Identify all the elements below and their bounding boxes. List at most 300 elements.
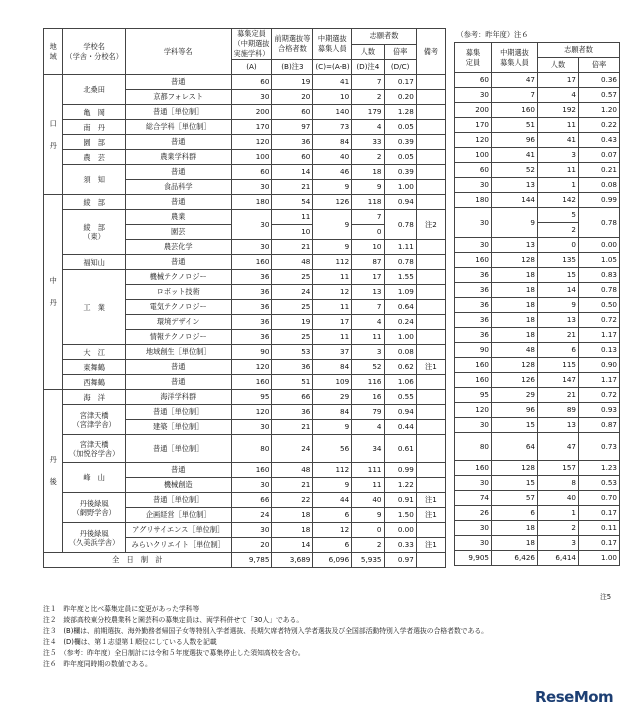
- early-pass-cell: 11: [272, 210, 313, 225]
- ratio-cell: 0.05: [384, 120, 416, 135]
- table-row: [44, 463, 446, 478]
- mid-capacity-cell: 11: [313, 330, 352, 345]
- remarks-cell: [416, 270, 445, 285]
- total-footnote: 注5: [600, 593, 612, 601]
- reference-ratio-cell: 0.53: [579, 476, 620, 491]
- remarks-cell: [416, 435, 445, 463]
- capacity-cell: 30: [231, 478, 272, 493]
- reference-row: [455, 283, 620, 298]
- reference-applicants-cell: 142: [538, 193, 579, 208]
- capacity-cell: 100: [231, 150, 272, 165]
- reference-applicants-cell: 2: [538, 223, 579, 238]
- reference-mid-cell: 96: [492, 403, 538, 418]
- reference-capacity-cell: 60: [455, 73, 492, 88]
- early-pass-cell: 51: [272, 375, 313, 390]
- reference-applicants-cell: 11: [538, 163, 579, 178]
- reference-applicants-cell: 1: [538, 506, 579, 521]
- ratio-cell: 0.99: [384, 463, 416, 478]
- reference-ratio-cell: 1.05: [579, 253, 620, 268]
- reference-ratio-cell: 0.83: [579, 268, 620, 283]
- reference-applicants-cell: 13: [538, 418, 579, 433]
- early-pass-cell: 19: [272, 315, 313, 330]
- remarks-cell: [416, 300, 445, 315]
- reference-capacity-cell: 100: [455, 148, 492, 163]
- reference-ratio-cell: 1.20: [579, 103, 620, 118]
- applicants-cell: 11: [352, 478, 384, 493]
- total-remarks: [416, 553, 445, 568]
- mid-capacity-cell: 6: [313, 538, 352, 553]
- reference-capacity-cell: 36: [455, 298, 492, 313]
- ratio-cell: 0.33: [384, 538, 416, 553]
- school-name: 綾 部: [63, 195, 126, 210]
- reference-mid-cell: 126: [492, 373, 538, 388]
- early-pass-cell: 21: [272, 420, 313, 435]
- remarks-cell: [416, 165, 445, 180]
- reference-mid-cell: 64: [492, 433, 538, 461]
- total-label: 全 日 制 計: [44, 553, 232, 568]
- applicants-cell: 9: [352, 180, 384, 195]
- header-remarks: 備考: [416, 29, 445, 75]
- reference-capacity-cell: 30: [455, 476, 492, 491]
- reference-applicants-cell: 157: [538, 461, 579, 476]
- remarks-cell: [416, 135, 445, 150]
- reference-mid-cell: 15: [492, 418, 538, 433]
- table-row: [44, 165, 446, 180]
- mid-capacity-cell: 46: [313, 165, 352, 180]
- applicants-cell: 13: [352, 285, 384, 300]
- reference-capacity-cell: 180: [455, 193, 492, 208]
- reference-applicants-cell: 115: [538, 358, 579, 373]
- department-name: 食品科学: [125, 180, 231, 195]
- early-pass-cell: 36: [272, 405, 313, 420]
- reference-capacity-cell: 36: [455, 328, 492, 343]
- school-name: 大 江: [63, 345, 126, 360]
- school-name: 峰 山: [63, 463, 126, 493]
- ratio-cell: 1.50: [384, 508, 416, 523]
- reference-applicants-cell: 2: [538, 521, 579, 536]
- department-name: 電気テクノロジー: [125, 300, 231, 315]
- capacity-cell: 90: [231, 345, 272, 360]
- applicants-cell: 0: [352, 523, 384, 538]
- reference-capacity-cell: 30: [455, 178, 492, 193]
- reference-applicants-cell: 17: [538, 73, 579, 88]
- early-pass-cell: 36: [272, 360, 313, 375]
- reference-capacity-cell: 36: [455, 283, 492, 298]
- capacity-cell: 60: [231, 75, 272, 90]
- reference-row: [455, 238, 620, 253]
- remarks-cell: [416, 120, 445, 135]
- mid-capacity-cell: 12: [313, 523, 352, 538]
- header-ratio: 倍率: [384, 44, 416, 60]
- early-pass-cell: 66: [272, 390, 313, 405]
- reference-capacity-cell: 30: [455, 536, 492, 551]
- school-name: 宮津天橋 （加悦谷学舎）: [63, 435, 126, 463]
- school-name: 綾 部 （東）: [63, 210, 126, 255]
- reference-ratio-cell: 0.36: [579, 73, 620, 88]
- mid-capacity-cell: 29: [313, 390, 352, 405]
- reference-capacity-cell: 120: [455, 403, 492, 418]
- school-name: 工 業: [63, 270, 126, 345]
- table-row: [44, 135, 446, 150]
- reference-row: [455, 476, 620, 491]
- capacity-cell: 30: [231, 523, 272, 538]
- remarks-cell: [416, 195, 445, 210]
- header-capacity-sub: (A): [231, 60, 272, 75]
- early-pass-cell: 21: [272, 240, 313, 255]
- ratio-cell: 0.78: [384, 210, 416, 240]
- applicants-cell: 179: [352, 105, 384, 120]
- reference-row: [455, 403, 620, 418]
- department-name: 普通［単位制］: [125, 435, 231, 463]
- reference-applicants-cell: 135: [538, 253, 579, 268]
- reference-mid-cell: 13: [492, 178, 538, 193]
- reference-capacity-cell: 36: [455, 268, 492, 283]
- applicants-cell: 7: [352, 300, 384, 315]
- reference-applicants-cell: 0: [538, 238, 579, 253]
- reference-applicants-cell: 14: [538, 283, 579, 298]
- capacity-cell: 60: [231, 165, 272, 180]
- reference-ratio-cell: 0.93: [579, 403, 620, 418]
- table-row: [44, 435, 446, 463]
- department-name: 地域創生［単位制］: [125, 345, 231, 360]
- department-name: 園芸: [125, 225, 231, 240]
- reference-ratio-cell: 0.72: [579, 313, 620, 328]
- applicants-cell: 4: [352, 120, 384, 135]
- reference-capacity-cell: 160: [455, 253, 492, 268]
- table-row: [44, 210, 446, 225]
- reference-row: [455, 328, 620, 343]
- mid-capacity-cell: 9: [313, 478, 352, 493]
- capacity-cell: 180: [231, 195, 272, 210]
- header-applicants: 人数: [352, 44, 384, 60]
- reference-applicants-cell: 21: [538, 328, 579, 343]
- reference-applicants-cell: 9: [538, 298, 579, 313]
- applicants-cell: 79: [352, 405, 384, 420]
- reference-applicants-cell: 13: [538, 313, 579, 328]
- reference-header-ratio: 倍率: [579, 58, 620, 73]
- early-pass-cell: 22: [272, 493, 313, 508]
- reference-ratio-cell: 0.11: [579, 521, 620, 536]
- early-pass-cell: 14: [272, 165, 313, 180]
- capacity-cell: 160: [231, 463, 272, 478]
- reference-ratio-cell: 0.17: [579, 506, 620, 521]
- capacity-cell: 160: [231, 375, 272, 390]
- reference-row: [455, 148, 620, 163]
- early-pass-cell: 14: [272, 538, 313, 553]
- applicants-cell: 9: [352, 508, 384, 523]
- reference-mid-cell: 41: [492, 148, 538, 163]
- reference-row: [455, 343, 620, 358]
- reference-row: [455, 521, 620, 536]
- department-name: 総合学科［単位制］: [125, 120, 231, 135]
- capacity-cell: 36: [231, 300, 272, 315]
- reference-ratio-cell: 0.90: [579, 358, 620, 373]
- early-pass-cell: 21: [272, 180, 313, 195]
- early-pass-cell: 25: [272, 270, 313, 285]
- reference-row: [455, 133, 620, 148]
- reference-applicants-cell: 3: [538, 536, 579, 551]
- reference-row: [455, 461, 620, 476]
- early-pass-cell: 19: [272, 75, 313, 90]
- reference-capacity-cell: 80: [455, 433, 492, 461]
- capacity-cell: 24: [231, 508, 272, 523]
- header-applicants-group: 志願者数: [352, 29, 417, 45]
- remarks-cell: [416, 255, 445, 270]
- reference-mid-cell: 18: [492, 268, 538, 283]
- ratio-cell: 0.94: [384, 195, 416, 210]
- ratio-cell: 0.94: [384, 405, 416, 420]
- header-school: 学校名 （学舎・分校名）: [63, 29, 126, 75]
- reference-capacity-cell: 160: [455, 461, 492, 476]
- reference-ratio-cell: 1.17: [579, 373, 620, 388]
- footnote-line: 注４ (D)欄は、第１志望第１順位にしている人数を記載: [43, 638, 217, 646]
- reference-row: [455, 118, 620, 133]
- reference-row: [455, 268, 620, 283]
- ratio-cell: 0.20: [384, 90, 416, 105]
- reference-row: [455, 536, 620, 551]
- header-applicants-sub: (D)注4: [352, 60, 384, 75]
- mid-capacity-cell: 112: [313, 463, 352, 478]
- remarks-cell: 注1: [416, 538, 445, 553]
- early-pass-cell: 18: [272, 523, 313, 538]
- reference-row: [455, 178, 620, 193]
- reference-mid-cell: 52: [492, 163, 538, 178]
- ratio-cell: 0.00: [384, 523, 416, 538]
- reference-row: [455, 88, 620, 103]
- applicants-cell: 40: [352, 493, 384, 508]
- capacity-cell: 30: [231, 90, 272, 105]
- remarks-cell: [416, 420, 445, 435]
- reference-capacity-cell: 30: [455, 521, 492, 536]
- ratio-cell: 0.39: [384, 165, 416, 180]
- reference-applicants-cell: 40: [538, 491, 579, 506]
- reference-applicants-cell: 147: [538, 373, 579, 388]
- mid-capacity-cell: 12: [313, 285, 352, 300]
- reference-mid-cell: 7: [492, 88, 538, 103]
- total-applicants: 5,935: [352, 553, 384, 568]
- school-name: 南 丹: [63, 120, 126, 135]
- department-name: 普通: [125, 165, 231, 180]
- capacity-cell: 30: [231, 240, 272, 255]
- department-name: 環境デザイン: [125, 315, 231, 330]
- ratio-cell: 1.00: [384, 180, 416, 195]
- capacity-cell: 30: [231, 180, 272, 195]
- remarks-cell: [416, 390, 445, 405]
- ratio-cell: 1.55: [384, 270, 416, 285]
- reference-applicants-cell: 5: [538, 208, 579, 223]
- table-row: [44, 195, 446, 210]
- reference-mid-cell: 29: [492, 388, 538, 403]
- school-name: 丹後緑風 （久美浜学舎）: [63, 523, 126, 553]
- capacity-cell: 36: [231, 285, 272, 300]
- reference-total-applicants: 6,414: [538, 551, 579, 566]
- mid-capacity-cell: 73: [313, 120, 352, 135]
- reference-capacity-cell: 30: [455, 418, 492, 433]
- reference-ratio-cell: 0.57: [579, 88, 620, 103]
- remarks-cell: [416, 240, 445, 255]
- mid-capacity-cell: 17: [313, 315, 352, 330]
- remarks-cell: [416, 105, 445, 120]
- reference-capacity-cell: 36: [455, 313, 492, 328]
- reference-row: [455, 506, 620, 521]
- reference-ratio-cell: 0.08: [579, 178, 620, 193]
- reference-ratio-cell: 0.07: [579, 148, 620, 163]
- table-row: [44, 390, 446, 405]
- applicants-cell: 118: [352, 195, 384, 210]
- reference-table: [454, 28, 620, 566]
- applicants-cell: 16: [352, 390, 384, 405]
- applicants-cell: 4: [352, 315, 384, 330]
- mid-capacity-cell: 37: [313, 345, 352, 360]
- department-name: 海洋学科群: [125, 390, 231, 405]
- reference-header-applicants: 人数: [538, 58, 579, 73]
- reference-row: [455, 208, 620, 223]
- header-region: 地 域: [44, 29, 63, 75]
- department-name: 建築［単位制］: [125, 420, 231, 435]
- mid-capacity-cell: 140: [313, 105, 352, 120]
- applicants-cell: 7: [352, 210, 384, 225]
- capacity-cell: 120: [231, 405, 272, 420]
- ratio-cell: 1.09: [384, 285, 416, 300]
- table-row: [44, 375, 446, 390]
- remarks-cell: 注1: [416, 508, 445, 523]
- table-row: [44, 405, 446, 420]
- ratio-cell: 0.62: [384, 360, 416, 375]
- remarks-cell: [416, 375, 445, 390]
- mid-capacity-cell: 9: [313, 420, 352, 435]
- total-ratio: 0.97: [384, 553, 416, 568]
- school-name: 丹後緑風 （網野学舎）: [63, 493, 126, 523]
- reference-mid-cell: 18: [492, 313, 538, 328]
- mid-capacity-cell: 84: [313, 360, 352, 375]
- early-pass-cell: 21: [272, 478, 313, 493]
- early-pass-cell: 97: [272, 120, 313, 135]
- department-name: 普通: [125, 360, 231, 375]
- department-name: 普通［単位制］: [125, 405, 231, 420]
- school-name: 宮津天橋 （宮津学舎）: [63, 405, 126, 435]
- reference-mid-cell: 18: [492, 328, 538, 343]
- mid-capacity-cell: 11: [313, 270, 352, 285]
- reference-mid-cell: 13: [492, 238, 538, 253]
- remarks-cell: [416, 90, 445, 105]
- applicants-cell: 17: [352, 270, 384, 285]
- reference-mid-cell: 51: [492, 118, 538, 133]
- school-name: 園 部: [63, 135, 126, 150]
- reference-ratio-cell: 0.43: [579, 133, 620, 148]
- reference-capacity-cell: 26: [455, 506, 492, 521]
- remarks-cell: 注1: [416, 493, 445, 508]
- department-name: 普通: [125, 195, 231, 210]
- reference-capacity-cell: 95: [455, 388, 492, 403]
- reference-row: [455, 313, 620, 328]
- reference-ratio-cell: 0.21: [579, 163, 620, 178]
- reference-applicants-cell: 4: [538, 88, 579, 103]
- table-row: [44, 105, 446, 120]
- mid-capacity-cell: 41: [313, 75, 352, 90]
- ratio-cell: 0.44: [384, 420, 416, 435]
- department-name: 企画経営［単位制］: [125, 508, 231, 523]
- school-name: 亀 岡: [63, 105, 126, 120]
- applicants-cell: 2: [352, 90, 384, 105]
- capacity-cell: 80: [231, 435, 272, 463]
- admissions-table-body: [44, 75, 446, 553]
- mid-capacity-cell: 126: [313, 195, 352, 210]
- ratio-cell: 1.28: [384, 105, 416, 120]
- applicants-cell: 111: [352, 463, 384, 478]
- header-early: 前期選抜等 合格者数: [272, 29, 313, 60]
- department-name: 京都フォレスト: [125, 90, 231, 105]
- footnote-line: 注２ 綾部高校東分校農業科と園芸科の募集定員は、両学科併せて「30人」である。: [43, 616, 304, 624]
- remarks-cell: [416, 405, 445, 420]
- ratio-cell: 0.78: [384, 255, 416, 270]
- reference-mid-cell: 128: [492, 253, 538, 268]
- reference-mid-cell: 47: [492, 73, 538, 88]
- mid-capacity-cell: 9: [313, 240, 352, 255]
- reference-capacity-cell: 160: [455, 358, 492, 373]
- reference-ratio-cell: 0.87: [579, 418, 620, 433]
- early-pass-cell: 54: [272, 195, 313, 210]
- reference-ratio-cell: 0.00: [579, 238, 620, 253]
- department-name: みらいクリエイト［単位制］: [125, 538, 231, 553]
- total-early: 3,689: [272, 553, 313, 568]
- reference-header-capacity: 募集 定員: [455, 43, 492, 73]
- ratio-cell: 1.00: [384, 330, 416, 345]
- applicants-cell: 52: [352, 360, 384, 375]
- department-name: アグリサイエンス［単位制］: [125, 523, 231, 538]
- reference-applicants-cell: 11: [538, 118, 579, 133]
- header-early-sub: (B)注3: [272, 60, 313, 75]
- ratio-cell: 0.39: [384, 135, 416, 150]
- school-name: 農 芸: [63, 150, 126, 165]
- reference-mid-cell: 6: [492, 506, 538, 521]
- footnote-line: 注３ (B)欄は、前期選抜、海外勤務者帰国子女等特別入学者選抜、長期欠席者特別入学者選抜及び全国部活動特別入学者選抜の合格者数である。: [43, 627, 488, 635]
- department-name: 農業: [125, 210, 231, 225]
- reference-mid-cell: 9: [492, 208, 538, 238]
- ratio-cell: 1.06: [384, 375, 416, 390]
- reference-mid-cell: 160: [492, 103, 538, 118]
- reference-capacity-cell: 160: [455, 373, 492, 388]
- capacity-cell: 120: [231, 360, 272, 375]
- department-name: 普通: [125, 463, 231, 478]
- reference-applicants-cell: 41: [538, 133, 579, 148]
- table-row: [44, 270, 446, 285]
- mid-capacity-cell: 10: [313, 90, 352, 105]
- reference-capacity-cell: 30: [455, 88, 492, 103]
- remarks-cell: [416, 150, 445, 165]
- applicants-cell: 87: [352, 255, 384, 270]
- mid-capacity-cell: 11: [313, 300, 352, 315]
- remarks-cell: [416, 180, 445, 195]
- early-pass-cell: 20: [272, 90, 313, 105]
- mid-capacity-cell: 9: [313, 210, 352, 240]
- capacity-cell: 30: [231, 420, 272, 435]
- ratio-cell: 0.08: [384, 345, 416, 360]
- region-cell: 口 丹: [44, 75, 63, 195]
- department-name: 農芸化学: [125, 240, 231, 255]
- reference-capacity-cell: 30: [455, 238, 492, 253]
- early-pass-cell: 60: [272, 105, 313, 120]
- remarks-cell: [416, 345, 445, 360]
- reference-row: [455, 433, 620, 461]
- footnote-line: 注１ 昨年度と比べ募集定員に変更があった学科等: [43, 605, 200, 613]
- early-pass-cell: 25: [272, 300, 313, 315]
- capacity-cell: 120: [231, 135, 272, 150]
- ratio-cell: 1.11: [384, 240, 416, 255]
- mid-capacity-cell: 112: [313, 255, 352, 270]
- reference-row: [455, 373, 620, 388]
- department-name: ロボット技術: [125, 285, 231, 300]
- reference-applicants-cell: 8: [538, 476, 579, 491]
